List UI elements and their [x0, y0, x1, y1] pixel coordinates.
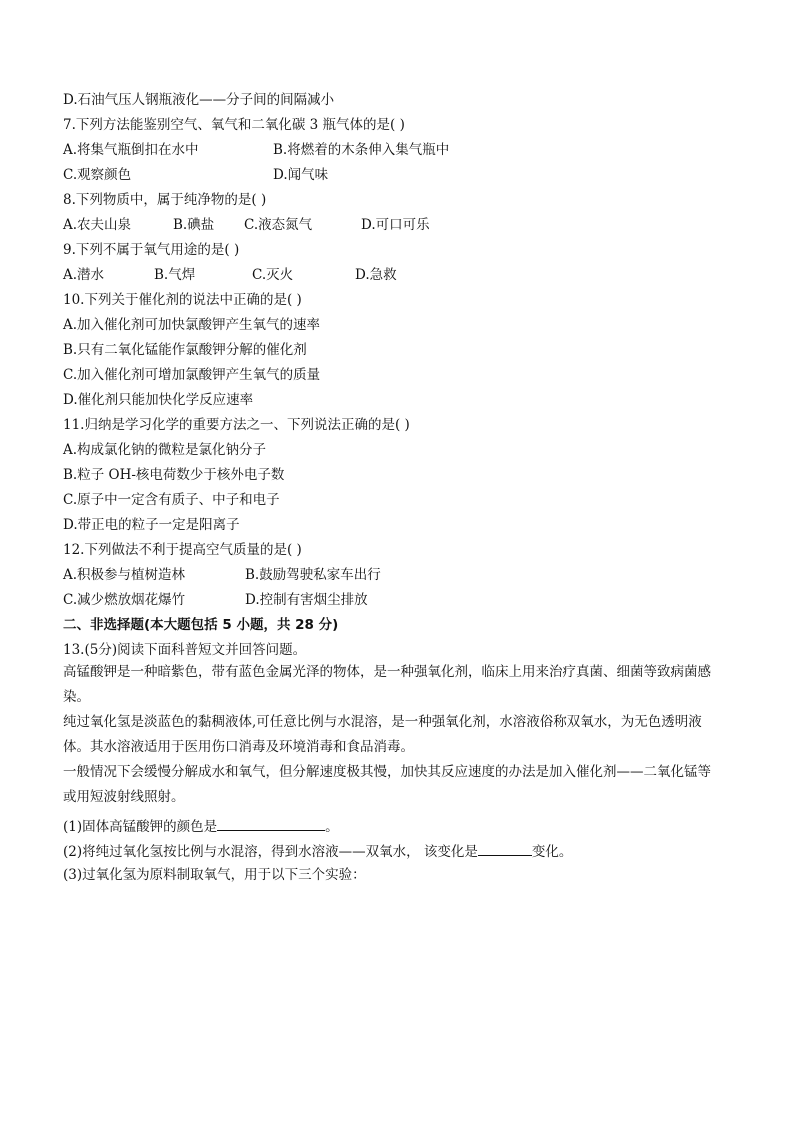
answer-blank-1[interactable] — [217, 816, 325, 831]
q8-option-b: B.碘盐 — [173, 217, 215, 233]
q7-option-b: B.将燃着的木条伸入集气瓶中 — [273, 142, 450, 158]
sub-question-1-end: 。 — [325, 819, 339, 835]
q8-option-d: D.可口可乐 — [361, 217, 430, 233]
q12-option-a: A.积极参与植树造林 — [63, 567, 186, 583]
q9-option-b: B.气焊 — [154, 267, 196, 283]
sub-question-2-text: (2)将纯过氧化氢按比例与水混溶，得到水溶液——双氧水， 该变化是 — [63, 844, 478, 860]
q11-option-a: A.构成氯化钠的微粒是氯化钠分子 — [63, 442, 267, 458]
passage-paragraph-1: 高锰酸钾是一种暗紫色，带有蓝色金属光泽的物体，是一种强氧化剂，临床上用来治疗真菌、细菌等致病菌感染。 — [63, 664, 711, 705]
passage-paragraph-2: 纯过氧化氢是淡蓝色的黏稠液体,可任意比例与水混溶，是一种强氧化剂，水溶液俗称双氧水，为无色透明液体。其水溶液适用于医用伤口消毒及环境消毒和食品消毒。 — [63, 714, 702, 755]
sub-question-1 — [63, 816, 339, 836]
q12-option-d: D.控制有害烟尘排放 — [245, 592, 368, 608]
q10-option-d: D.催化剂只能加快化学反应速率 — [63, 392, 254, 408]
q11-option-c: C.原子中一定含有质子、中子和电子 — [63, 492, 280, 508]
answer-blank-2[interactable] — [478, 841, 532, 856]
q7-option-a: A.将集气瓶倒扣在水中 — [63, 142, 199, 158]
sub-question-2-end: 变化。 — [531, 844, 573, 860]
question-11: 11.归纳是学习化学的重要方法之一、下列说法正确的是( ) — [63, 417, 410, 433]
question-7: 7.下列方法能鉴别空气、氧气和二氧化碳 3 瓶气体的是( ) — [63, 117, 405, 133]
q7-option-c: C.观察颜色 — [63, 167, 132, 183]
passage-paragraph-3: 一般情况下会缓慢分解成水和氧气，但分解速度极其慢，加快其反应速度的办法是加入催化剂——二氧化锰等或用短波射线照射。 — [63, 764, 711, 805]
sub-question-3: (3)过氧化氢为原料制取氧气，用于以下三个实验： — [63, 867, 366, 883]
q8-option-a: A.农夫山泉 — [63, 217, 132, 233]
question-10: 10.下列关于催化剂的说法中正确的是( ) — [63, 292, 302, 308]
question-9: 9.下列不属于氧气用途的是( ) — [63, 242, 240, 258]
q7-option-d: D.闻气味 — [273, 167, 329, 183]
q9-option-d: D.急救 — [355, 267, 397, 283]
q10-option-c: C.加入催化剂可增加氯酸钾产生氧气的质量 — [63, 367, 321, 383]
q9-option-c: C.灭火 — [252, 267, 294, 283]
question-8: 8.下列物质中，属于纯净物的是( ) — [63, 192, 267, 208]
q6-option-d: D.石油气压人钢瓶液化——分子间的间隔减小 — [63, 92, 335, 108]
q9-option-a: A.潜水 — [63, 267, 105, 283]
q11-option-d: D.带正电的粒子一定是阳离子 — [63, 517, 240, 533]
q11-option-b: B.粒子 OH-核电荷数少于核外电子数 — [63, 467, 285, 483]
sub-question-1-text: (1)固体高锰酸钾的颜色是 — [63, 819, 218, 835]
q8-option-c: C.液态氮气 — [244, 217, 313, 233]
question-13: 13.(5分)阅读下面科普短文并回答问题。 — [63, 642, 307, 658]
section-heading-2: 二、非选择题(本大题包括 5 小题，共 28 分) — [63, 617, 339, 633]
q12-option-c: C.减少燃放烟花爆竹 — [63, 592, 186, 608]
question-12: 12.下列做法不利于提高空气质量的是( ) — [63, 542, 302, 558]
q10-option-b: B.只有二氧化锰能作氯酸钾分解的催化剂 — [63, 342, 307, 358]
sub-question-2 — [63, 841, 572, 861]
q10-option-a: A.加入催化剂可加快氯酸钾产生氧气的速率 — [63, 317, 321, 333]
q12-option-b: B.鼓励驾驶私家车出行 — [245, 567, 381, 583]
